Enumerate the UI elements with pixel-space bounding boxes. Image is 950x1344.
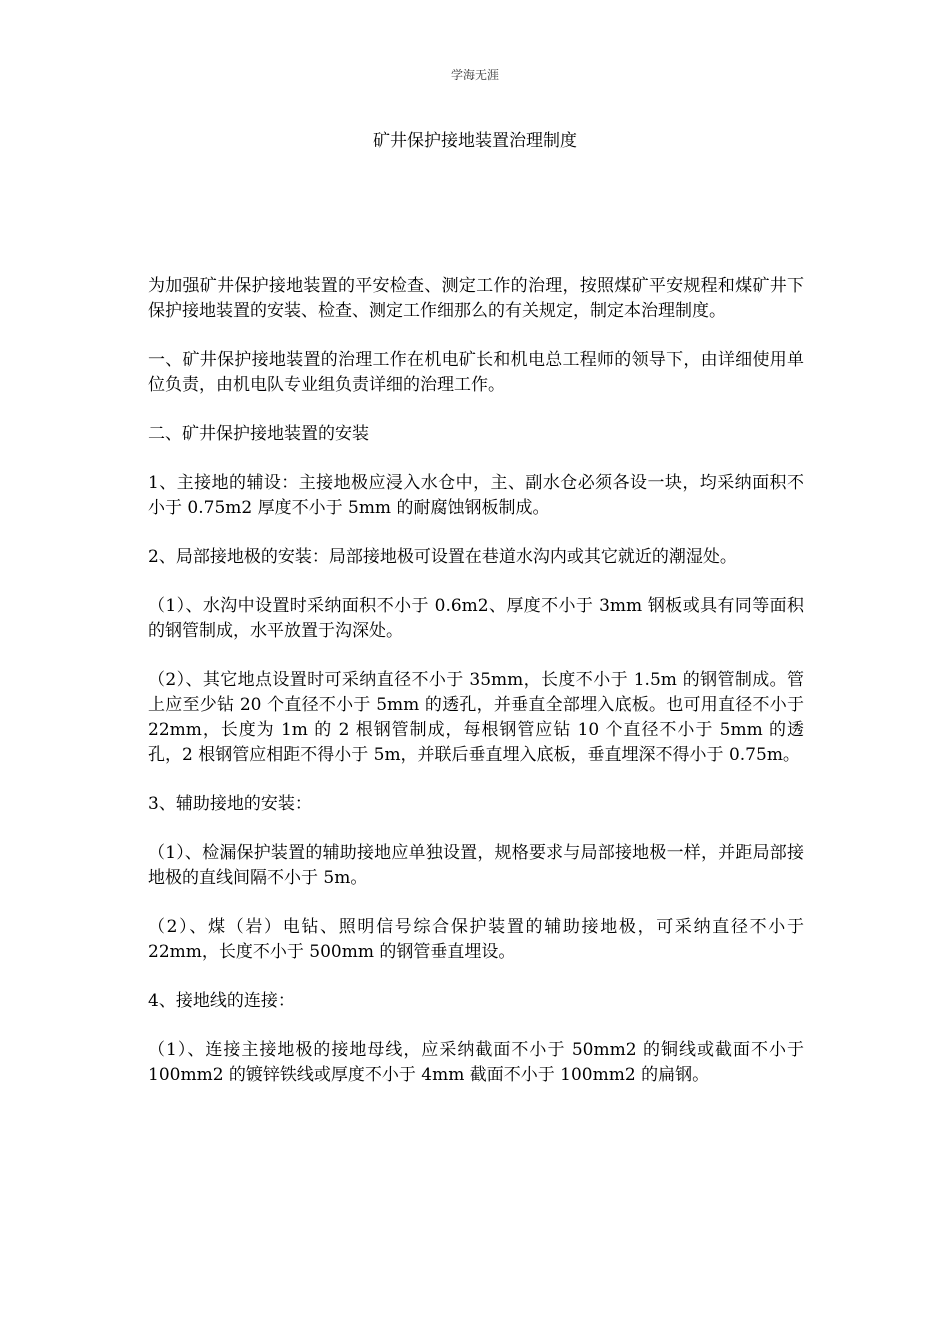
paragraph-ground-wire-item-1: （1）、连接主接地极的接地母线，应采纳截面不小于 50mm2 的铜线或截面不小于 100mm2 的镀锌铁线或厚度不小于 4mm 截面不小于 100mm2 的扁钢。	[148, 1040, 804, 1085]
paragraph-section-2-heading: 二、矿井保护接地装置的安装	[148, 424, 369, 444]
paragraph-section-1: 一、矿井保护接地装置的治理工作在机电矿长和机电总工程师的领导下，由详细使用单位负责，由机电队专业组负责详细的治理工作。	[148, 350, 804, 395]
paragraph-aux-ground-item-1: （1）、检漏保护装置的辅助接地应单独设置，规格要求与局部接地极一样，并距局部接地极的直线间隔不小于 5m。	[148, 843, 804, 888]
paragraph-intro: 为加强矿井保护接地装置的平安检查、测定工作的治理，按照煤矿平安规程和煤矿井下保护接地装置的安装、检查、测定工作细那么的有关规定，制定本治理制度。	[148, 276, 804, 321]
document-title: 矿井保护接地装置治理制度	[373, 131, 577, 151]
paragraph-aux-ground-heading: 3、辅助接地的安装：	[148, 794, 312, 814]
paragraph-local-ground-item-2: （2）、其它地点设置时可采纳直径不小于 35mm，长度不小于 1.5m 的钢管制成。管上应至少钻 20 个直径不小于 5mm 的透孔，并垂直全部埋入底板。也可用直径不小于 22mm，长度为 1m 的 2 根钢管制成，每根钢管应钻 10 个直径不小于 5mm 的透孔，2 根钢管应相距不得小于 5m，并联后垂直埋入底板，垂直埋深不得小于 0.75m。	[148, 670, 804, 765]
paragraph-aux-ground-item-2: （2）、煤（岩）电钻、照明信号综合保护装置的辅助接地极，可采纳直径不小于 22mm，长度不小于 500mm 的钢管垂直埋设。	[148, 917, 804, 962]
page-header: 学海无涯	[450, 68, 499, 82]
paragraph-main-ground: 1、主接地的辅设：主接地极应浸入水仓中，主、副水仓必须各设一块，均采纳面积不小于 0.75m2 厚度不小于 5mm 的耐腐蚀钢板制成。	[148, 473, 804, 518]
document-body	[148, 274, 804, 1112]
paragraph-local-ground: 2、局部接地极的安装：局部接地极可设置在巷道水沟内或其它就近的潮湿处。	[148, 547, 737, 567]
paragraph-ground-wire-heading: 4、接地线的连接：	[148, 991, 295, 1011]
paragraph-local-ground-item-1: （1）、水沟中设置时采纳面积不小于 0.6m2、厚度不小于 3mm 钢板或具有同等面积的钢管制成，水平放置于沟深处。	[148, 596, 804, 641]
